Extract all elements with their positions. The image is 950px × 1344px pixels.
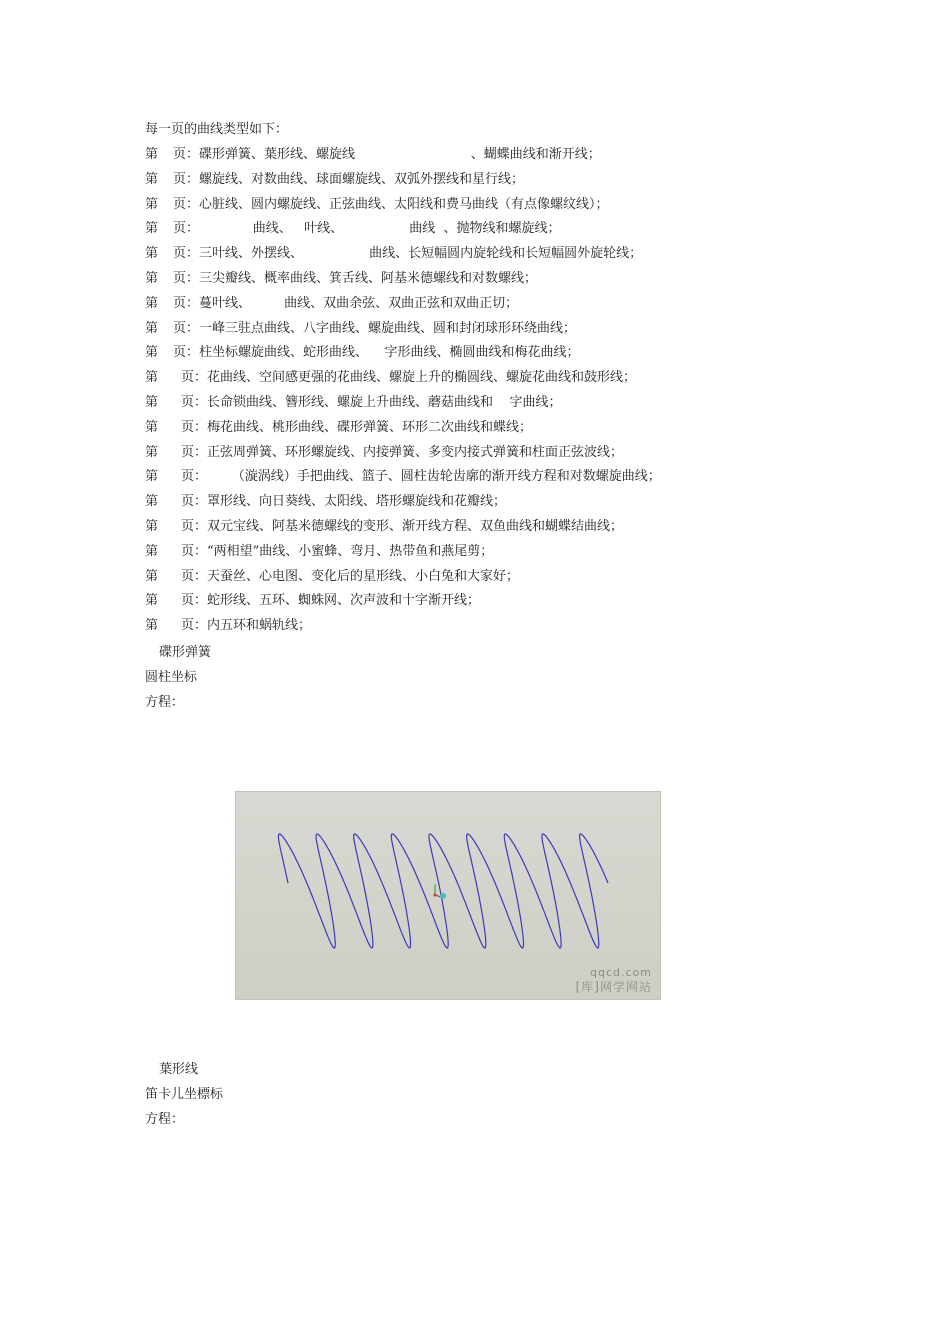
intro-text: 每一页的曲线类型如下： (145, 122, 289, 137)
page-sep: 页： (181, 568, 208, 584)
curve-list-item (145, 445, 623, 461)
page-sep: 页： (181, 469, 208, 485)
page-prefix: 第 (145, 469, 159, 485)
curve-list-item (145, 544, 493, 560)
page-prefix: 第 (145, 395, 159, 410)
curve-list-item (145, 147, 601, 163)
curve-list-item (145, 593, 480, 609)
page-sep: 页： (181, 593, 208, 609)
page-sep: 页： (181, 419, 208, 435)
curve-names: 三尖瓣线、概率曲线、箕舌线、阿基米德螺线和对数螺线； (199, 271, 538, 286)
curve-names: （漩涡线）手把曲线、篮子、圆柱齿轮齿廓的渐开线方程和对数螺旋曲线； (207, 469, 661, 485)
page-prefix: 第 (145, 444, 159, 460)
section2-coord: 笛卡儿坐標标 (145, 1087, 224, 1102)
curve-names: 柱坐标螺旋曲线、蛇形曲线、 字形曲线、椭圆曲线和梅花曲线； (199, 345, 580, 361)
page-sep: 页： (173, 320, 200, 336)
page-prefix: 第 (145, 320, 159, 336)
curve-list-item (145, 271, 537, 287)
section2-equation-label: 方程： (145, 1112, 185, 1127)
page-sep: 页： (173, 295, 200, 311)
curve-list-item (145, 345, 580, 361)
page-sep: 页： (173, 271, 200, 286)
spring-curve (278, 834, 608, 948)
page-prefix: 第 (145, 271, 159, 286)
curve-list-item (145, 569, 519, 585)
page-prefix: 第 (145, 246, 159, 262)
curve-list-item (145, 519, 623, 535)
page-sep: 页： (173, 171, 200, 187)
page-prefix: 第 (145, 519, 159, 534)
curve-list-item (145, 395, 562, 411)
page-prefix: 第 (145, 494, 159, 510)
curve-names: 天蚕丝、心电图、变化后的星形线、小白兔和大家好； (207, 568, 520, 584)
curve-list-item (145, 221, 561, 237)
page-prefix: 第 (145, 618, 159, 634)
page-sep: 页： (173, 345, 200, 361)
page-prefix: 第 (145, 543, 159, 559)
curve-list-item (145, 197, 609, 213)
curve-names: 三叶线、外摆线、 曲线、长短幅圆内旋轮线和长短幅圆外旋轮线； (199, 246, 643, 262)
page-prefix: 第 (145, 419, 159, 435)
section1-coord: 圆柱坐标 (145, 670, 198, 685)
page-prefix: 第 (145, 593, 159, 609)
page-prefix: 第 (145, 171, 159, 187)
page-sep: 页： (181, 519, 208, 534)
curve-names: 双元宝线、阿基米德螺线的变形、渐开线方程、双鱼曲线和蝴蝶结曲线； (207, 519, 624, 534)
section1-equation-label: 方程： (145, 695, 185, 710)
page-prefix: 第 (145, 345, 159, 361)
curve-names: 梅花曲线、桃形曲线、碟形弹簧、环形二次曲线和蝶线； (207, 419, 533, 435)
curve-names: 正弦周弹簧、环形螺旋线、内接弹簧、多变内接式弹簧和柱面正弦波线； (207, 444, 624, 460)
page-sep: 页： (181, 395, 208, 410)
spring-curve-figure (235, 791, 661, 1000)
watermark-domain: qqcd.com (590, 966, 652, 979)
curve-names: “两相望”曲线、小蜜蜂、弯月、热带鱼和燕尾剪； (207, 543, 494, 559)
curve-list-item (145, 469, 661, 485)
section2-title: 葉形线 (159, 1062, 199, 1077)
page-prefix: 第 (145, 221, 159, 237)
curve-names: 一峰三驻点曲线、八字曲线、螺旋曲线、圆和封闭球形环绕曲线； (199, 320, 577, 336)
page-prefix: 第 (145, 147, 159, 162)
watermark-site: [库]网学网站 (575, 980, 652, 994)
page-sep: 页： (173, 246, 200, 262)
curve-names: 螺旋线、对数曲线、球面螺旋线、双弧外摆线和星行线； (199, 171, 525, 187)
page-sep: 页： (173, 221, 200, 237)
page-sep: 页： (173, 147, 200, 162)
page-sep: 页： (181, 543, 208, 559)
curve-list-item (145, 370, 636, 386)
page-sep: 页： (181, 444, 208, 460)
page-sep: 页： (181, 494, 208, 510)
page-prefix: 第 (145, 370, 159, 386)
section1-title: 碟形弹簧 (159, 645, 212, 660)
curve-names: 长命锁曲线、簪形线、螺旋上升曲线、蘑菇曲线和 字曲线； (207, 395, 562, 410)
page-sep: 页： (173, 196, 200, 212)
curve-list-item (145, 618, 311, 634)
curve-list-item (145, 420, 532, 436)
curve-names: 蛇形线、五环、蜘蛛网、次声波和十字渐开线； (207, 593, 481, 609)
curve-names: 曲线、 叶线、 曲线 、抛物线和螺旋线； (199, 221, 561, 237)
curve-names: 花曲线、空间感更强的花曲线、螺旋上升的椭圆线、螺旋花曲线和鼓形线； (207, 370, 637, 386)
page-sep: 页： (181, 370, 208, 386)
curve-names: 碟形弹簧、葉形线、螺旋线 、蝴蝶曲线和渐开线； (199, 147, 601, 162)
curve-list-item (145, 321, 576, 337)
curve-list-item (145, 246, 642, 262)
page-prefix: 第 (145, 295, 159, 311)
page-prefix: 第 (145, 196, 159, 212)
curve-names: 内五环和蜗轨线； (207, 618, 312, 634)
curve-names: 罩形线、向日葵线、太阳线、塔形螺旋线和花瓣线； (207, 494, 507, 510)
curve-list-item (145, 172, 524, 188)
page-prefix: 第 (145, 568, 159, 584)
curve-list-item (145, 296, 518, 312)
curve-names: 蔓叶线、 曲线、双曲余弦、双曲正弦和双曲正切； (199, 295, 519, 311)
page-sep: 页： (181, 618, 208, 634)
curve-list-item (145, 494, 506, 510)
curve-names: 心脏线、圆内螺旋线、正弦曲线、太阳线和费马曲线（有点像螺纹线）； (199, 196, 609, 212)
